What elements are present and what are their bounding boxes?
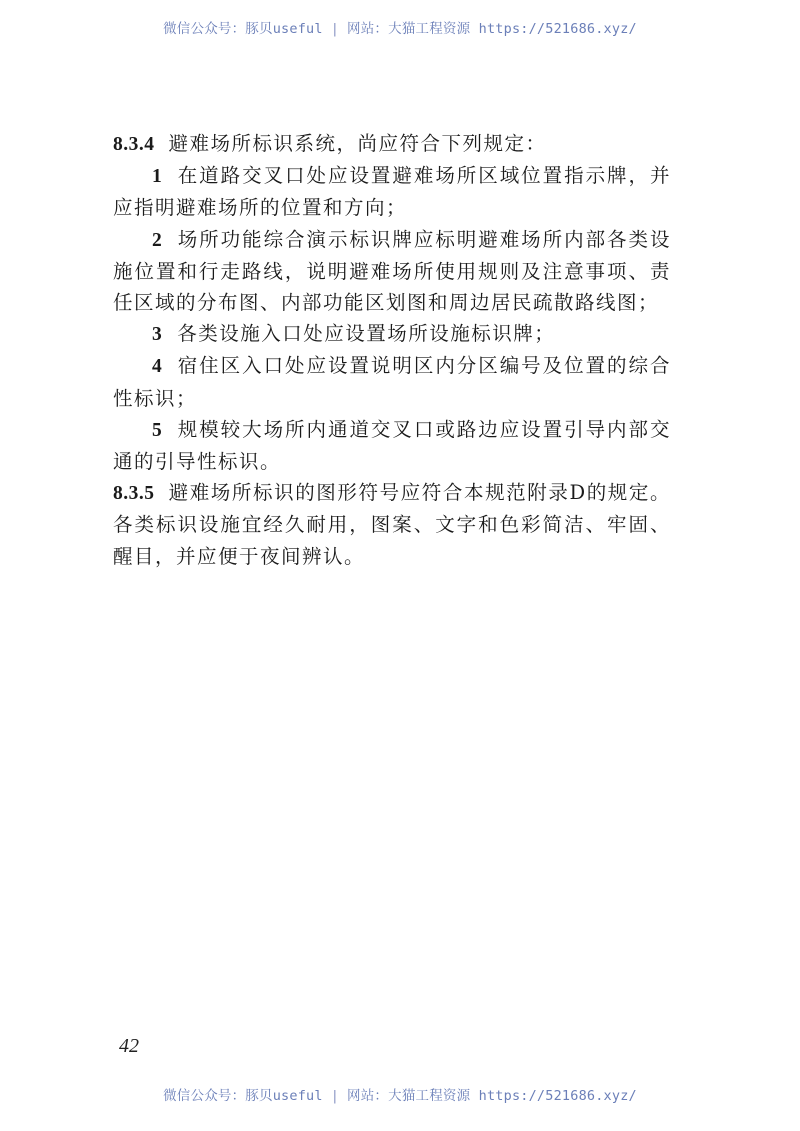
item-text: 规模较大场所内通道交叉口或路边应设置引导内部交通的引导性标识。 [113,417,671,474]
clause-8-3-5 [113,477,671,572]
item-text: 各类设施入口处应设置场所设施标识牌； [177,322,556,346]
page-body [113,128,671,572]
clause-item-5 [113,414,671,477]
clause-number: 8.3.5 [113,483,155,505]
watermark-header [0,17,800,37]
page-number: 42 [119,1035,139,1057]
watermark-wechat-text: 微信公众号：豚贝useful [163,21,323,37]
clause-text: 避难场所标识的图形符号应符合本规范附录D的规定。各类标识设施宜经久耐用，图案、文字和色彩简洁、牢固、醒目，并应便于夜间辨认。 [113,481,671,568]
item-text: 场所功能综合演示标识牌应标明避难场所内部各类设施位置和行走路线，说明避难场所使用规则及注意事项、责任区域的分布图、内部功能区划图和周边居民疏散路线图； [113,227,671,315]
watermark-footer [0,1084,800,1104]
clause-8-3-4-heading [113,128,671,160]
watermark-separator: | [330,21,340,37]
item-number: 2 [152,229,164,251]
item-number: 5 [152,419,164,441]
clause-item-2 [113,224,671,319]
item-number: 4 [152,356,164,378]
watermark-wechat-text: 微信公众号：豚贝useful [163,1088,323,1104]
watermark-website-text: 网站：大猫工程资源 https://521686.xyz/ [347,1088,637,1104]
item-number: 3 [152,324,164,346]
clause-number: 8.3.4 [113,134,155,155]
clause-item-4 [113,350,671,413]
clause-item-1 [113,160,671,223]
clause-heading-text: 避难场所标识系统，尚应符合下列规定： [168,132,547,155]
item-text: 在道路交叉口处应设置避难场所区域位置指示牌，并应指明避难场所的位置和方向； [113,164,671,220]
watermark-website-text: 网站：大猫工程资源 https://521686.xyz/ [347,21,637,37]
item-number: 1 [152,166,164,188]
watermark-separator: | [330,1088,340,1104]
item-text: 宿住区入口处应设置说明区内分区编号及位置的综合性标识； [113,354,671,410]
clause-item-3 [113,318,671,350]
